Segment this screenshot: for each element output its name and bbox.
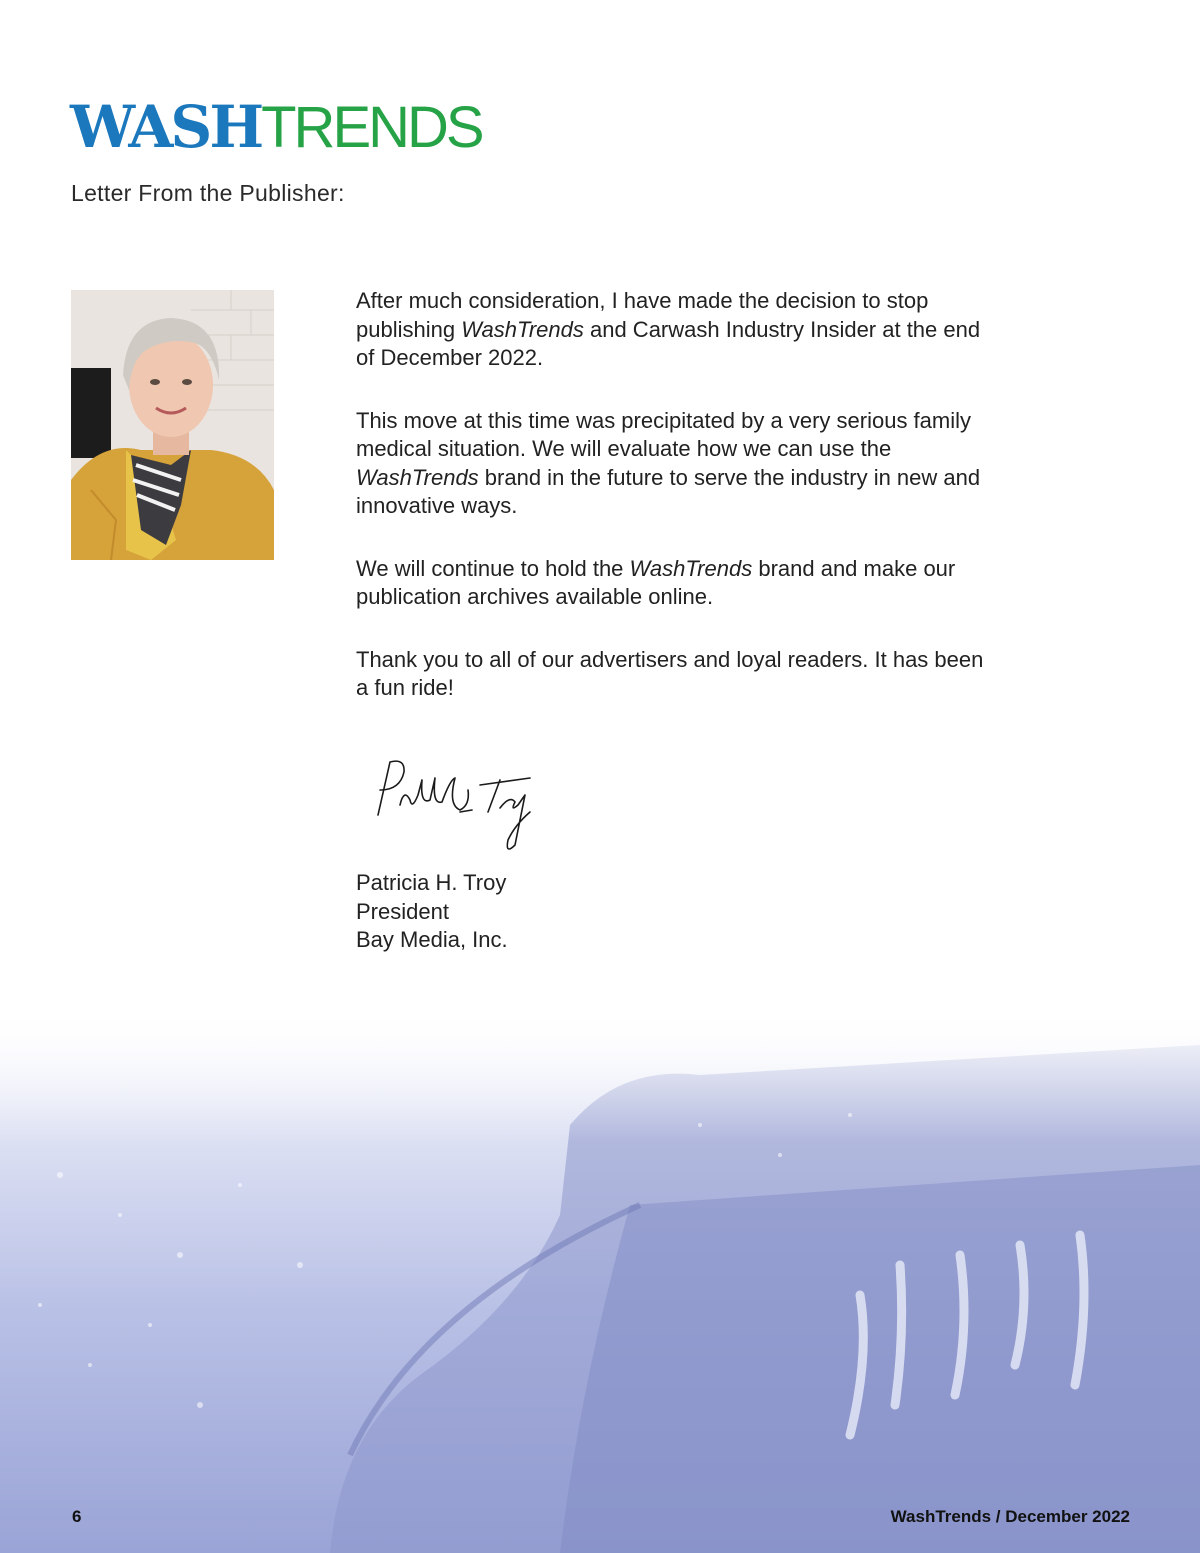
letter-text: Thank you to all of our advertisers and loyal readers. It has been a fun ride! bbox=[356, 646, 984, 700]
letter-text: brand in the future to serve the industry in new and innovative ways. bbox=[356, 464, 981, 518]
logo-wash: WASH bbox=[70, 93, 262, 161]
logo-trends: TRENDS bbox=[261, 95, 482, 160]
signature-icon bbox=[360, 750, 550, 860]
letter-paragraph-2 bbox=[356, 407, 996, 521]
letter-paragraph-1 bbox=[356, 287, 996, 373]
signer-name: Patricia H. Troy bbox=[356, 870, 507, 895]
page-title: Letter From the Publisher: bbox=[71, 180, 345, 206]
letter-text: We will continue to hold the bbox=[356, 555, 630, 581]
publication-name: WashTrends bbox=[629, 555, 753, 581]
letter-paragraph-4 bbox=[356, 646, 996, 703]
publication-name: WashTrends bbox=[356, 464, 479, 490]
letter-body bbox=[356, 287, 996, 737]
signer-title: President bbox=[356, 898, 449, 924]
publisher-photo bbox=[71, 290, 274, 560]
signature-block bbox=[356, 869, 508, 955]
letter-paragraph-3 bbox=[356, 555, 996, 612]
signer-company: Bay Media, Inc. bbox=[356, 927, 508, 952]
letter-text: After much consideration, I have made the decision to stop publishing bbox=[356, 288, 929, 342]
letter-text: This move at this time was precipitated by a very serious family medical situation. We will evaluate how we can use the bbox=[356, 407, 972, 461]
footer-publication: WashTrends / December 2022 bbox=[890, 1507, 1130, 1526]
washtrends-logo bbox=[70, 93, 482, 161]
letter-text: brand and make our publication archives available online. bbox=[356, 555, 956, 609]
page-number: 6 bbox=[72, 1507, 82, 1526]
car-wash-background-image bbox=[0, 1005, 1200, 1553]
letter-text: and Carwash Industry Insider at the end of December 2022. bbox=[356, 316, 981, 370]
publication-name: WashTrends bbox=[461, 316, 584, 342]
publisher-portrait-icon bbox=[71, 290, 274, 560]
